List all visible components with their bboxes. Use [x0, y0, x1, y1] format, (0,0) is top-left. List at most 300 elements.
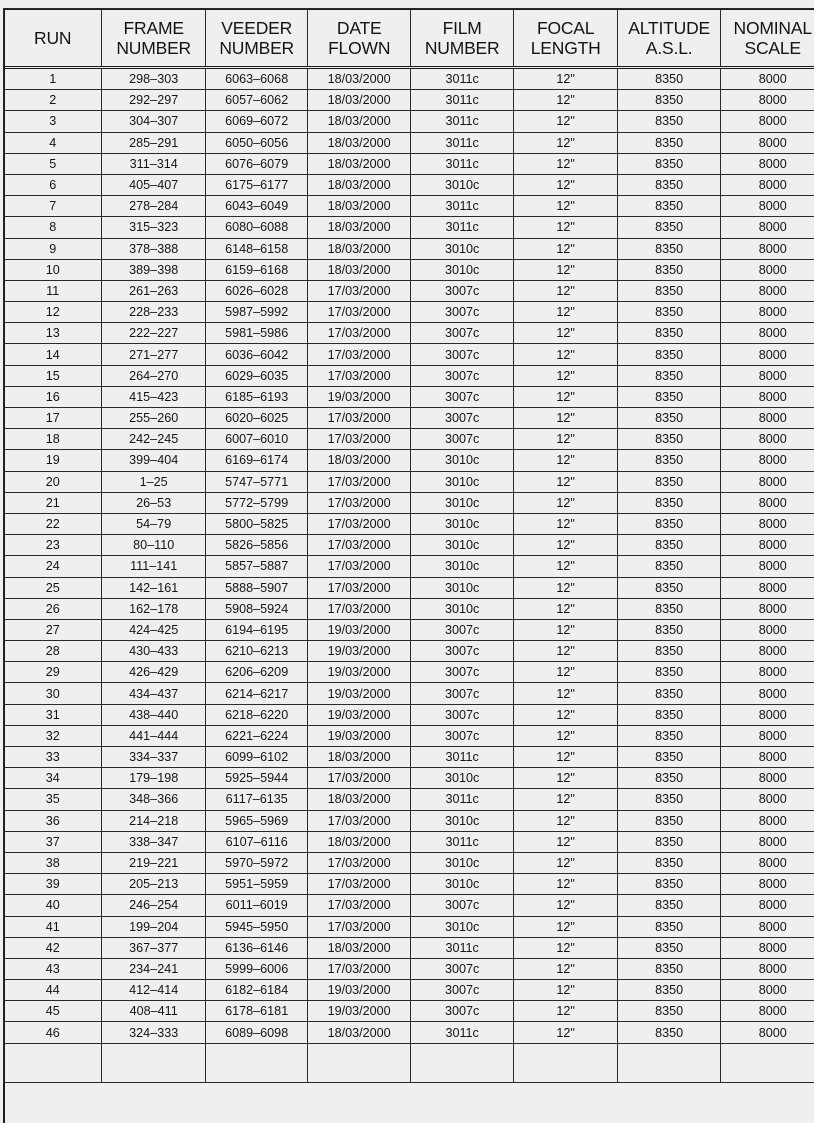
- cell-film-number: 3010c: [410, 810, 514, 831]
- cell-focal-length: 12": [514, 132, 618, 153]
- cell-film-number: 3007c: [410, 344, 514, 365]
- cell-date-flown: 17/03/2000: [308, 895, 410, 916]
- table-row: [4, 450, 814, 471]
- cell-date-flown: 17/03/2000: [308, 916, 410, 937]
- cell-nominal-scale: 8000: [721, 323, 814, 344]
- cell-frame-number: 111–141: [102, 556, 206, 577]
- cell-altitude: 8350: [617, 323, 721, 344]
- cell-frame-number: 315–323: [102, 217, 206, 238]
- cell-altitude: 8350: [617, 471, 721, 492]
- empty-cell: [4, 1043, 102, 1082]
- cell-veeder-number: 6159–6168: [205, 259, 307, 280]
- cell-nominal-scale: 8000: [721, 577, 814, 598]
- cell-altitude: 8350: [617, 259, 721, 280]
- cell-date-flown: 17/03/2000: [308, 598, 410, 619]
- cell-film-number: 3011c: [410, 1022, 514, 1043]
- table-row: [4, 302, 814, 323]
- cell-veeder-number: 5747–5771: [205, 471, 307, 492]
- cell-veeder-number: 6136–6146: [205, 937, 307, 958]
- cell-focal-length: 12": [514, 874, 618, 895]
- cell-film-number: 3010c: [410, 471, 514, 492]
- cell-veeder-number: 6050–6056: [205, 132, 307, 153]
- cell-focal-length: 12": [514, 789, 618, 810]
- cell-veeder-number: 5945–5950: [205, 916, 307, 937]
- header-run: [4, 9, 102, 68]
- header-frame-line-2: NUMBER: [116, 37, 191, 58]
- cell-focal-length: 12": [514, 641, 618, 662]
- cell-altitude: 8350: [617, 450, 721, 471]
- cell-date-flown: 19/03/2000: [308, 1001, 410, 1022]
- cell-nominal-scale: 8000: [721, 831, 814, 852]
- cell-frame-number: 424–425: [102, 619, 206, 640]
- table-row: [4, 429, 814, 450]
- cell-run: 9: [4, 238, 102, 259]
- empty-cell: [308, 1043, 410, 1082]
- cell-date-flown: 18/03/2000: [308, 450, 410, 471]
- cell-run: 42: [4, 937, 102, 958]
- cell-date-flown: 17/03/2000: [308, 958, 410, 979]
- cell-date-flown: 18/03/2000: [308, 831, 410, 852]
- cell-run: 1: [4, 68, 102, 90]
- table-row: [4, 895, 814, 916]
- cell-veeder-number: 5951–5959: [205, 874, 307, 895]
- cell-film-number: 3007c: [410, 683, 514, 704]
- cell-nominal-scale: 8000: [721, 259, 814, 280]
- table-row: [4, 831, 814, 852]
- header-scale-line-1: NOMINAL: [733, 17, 812, 38]
- cell-altitude: 8350: [617, 725, 721, 746]
- cell-nominal-scale: 8000: [721, 789, 814, 810]
- cell-frame-number: 246–254: [102, 895, 206, 916]
- table-row: [4, 1022, 814, 1043]
- cell-focal-length: 12": [514, 68, 618, 90]
- cell-focal-length: 12": [514, 747, 618, 768]
- cell-altitude: 8350: [617, 577, 721, 598]
- cell-run: 33: [4, 747, 102, 768]
- cell-date-flown: 17/03/2000: [308, 556, 410, 577]
- cell-run: 11: [4, 280, 102, 301]
- cell-veeder-number: 5987–5992: [205, 302, 307, 323]
- table-row: [4, 683, 814, 704]
- cell-film-number: 3011c: [410, 68, 514, 90]
- cell-run: 6: [4, 174, 102, 195]
- cell-run: 46: [4, 1022, 102, 1043]
- cell-veeder-number: 6107–6116: [205, 831, 307, 852]
- cell-focal-length: 12": [514, 662, 618, 683]
- flight-run-table: [3, 8, 814, 1083]
- cell-veeder-number: 5772–5799: [205, 492, 307, 513]
- cell-film-number: 3010c: [410, 174, 514, 195]
- cell-altitude: 8350: [617, 810, 721, 831]
- cell-frame-number: 399–404: [102, 450, 206, 471]
- cell-film-number: 3010c: [410, 598, 514, 619]
- cell-date-flown: 17/03/2000: [308, 577, 410, 598]
- cell-altitude: 8350: [617, 619, 721, 640]
- cell-film-number: 3011c: [410, 831, 514, 852]
- cell-frame-number: 278–284: [102, 196, 206, 217]
- cell-date-flown: 17/03/2000: [308, 408, 410, 429]
- header-film-number: [410, 9, 514, 68]
- cell-film-number: 3007c: [410, 958, 514, 979]
- cell-date-flown: 18/03/2000: [308, 196, 410, 217]
- cell-nominal-scale: 8000: [721, 916, 814, 937]
- cell-film-number: 3007c: [410, 429, 514, 450]
- empty-cell: [514, 1043, 618, 1082]
- cell-nominal-scale: 8000: [721, 725, 814, 746]
- cell-film-number: 3007c: [410, 641, 514, 662]
- cell-nominal-scale: 8000: [721, 429, 814, 450]
- cell-nominal-scale: 8000: [721, 492, 814, 513]
- cell-date-flown: 19/03/2000: [308, 725, 410, 746]
- cell-nominal-scale: 8000: [721, 280, 814, 301]
- cell-film-number: 3007c: [410, 662, 514, 683]
- cell-frame-number: 26–53: [102, 492, 206, 513]
- cell-nominal-scale: 8000: [721, 598, 814, 619]
- cell-focal-length: 12": [514, 153, 618, 174]
- cell-focal-length: 12": [514, 683, 618, 704]
- cell-altitude: 8350: [617, 68, 721, 90]
- cell-veeder-number: 6148–6158: [205, 238, 307, 259]
- cell-frame-number: 405–407: [102, 174, 206, 195]
- table-row: [4, 852, 814, 873]
- cell-nominal-scale: 8000: [721, 641, 814, 662]
- header-focal-length: [514, 9, 618, 68]
- cell-frame-number: 298–303: [102, 68, 206, 90]
- table-row: [4, 874, 814, 895]
- cell-focal-length: 12": [514, 619, 618, 640]
- cell-veeder-number: 5981–5986: [205, 323, 307, 344]
- cell-veeder-number: 6206–6209: [205, 662, 307, 683]
- cell-focal-length: 12": [514, 535, 618, 556]
- cell-date-flown: 18/03/2000: [308, 174, 410, 195]
- cell-focal-length: 12": [514, 365, 618, 386]
- table-header: [4, 9, 814, 68]
- cell-run: 19: [4, 450, 102, 471]
- cell-focal-length: 12": [514, 238, 618, 259]
- cell-veeder-number: 6057–6062: [205, 90, 307, 111]
- cell-veeder-number: 6076–6079: [205, 153, 307, 174]
- cell-nominal-scale: 8000: [721, 662, 814, 683]
- cell-frame-number: 438–440: [102, 704, 206, 725]
- header-altitude-line-2: A.S.L.: [645, 37, 693, 58]
- table-body: [4, 68, 814, 1083]
- cell-run: 28: [4, 641, 102, 662]
- cell-date-flown: 18/03/2000: [308, 111, 410, 132]
- cell-focal-length: 12": [514, 408, 618, 429]
- cell-date-flown: 18/03/2000: [308, 789, 410, 810]
- cell-veeder-number: 5999–6006: [205, 958, 307, 979]
- cell-run: 20: [4, 471, 102, 492]
- cell-frame-number: 434–437: [102, 683, 206, 704]
- cell-frame-number: 426–429: [102, 662, 206, 683]
- cell-nominal-scale: 8000: [721, 344, 814, 365]
- cell-frame-number: 408–411: [102, 1001, 206, 1022]
- cell-focal-length: 12": [514, 852, 618, 873]
- cell-focal-length: 12": [514, 768, 618, 789]
- cell-film-number: 3010c: [410, 535, 514, 556]
- cell-nominal-scale: 8000: [721, 365, 814, 386]
- cell-focal-length: 12": [514, 937, 618, 958]
- cell-frame-number: 271–277: [102, 344, 206, 365]
- cell-nominal-scale: 8000: [721, 980, 814, 1001]
- cell-veeder-number: 6080–6088: [205, 217, 307, 238]
- cell-date-flown: 17/03/2000: [308, 323, 410, 344]
- header-focal-line-2: LENGTH: [530, 37, 601, 58]
- cell-nominal-scale: 8000: [721, 386, 814, 407]
- cell-run: 22: [4, 513, 102, 534]
- cell-veeder-number: 5888–5907: [205, 577, 307, 598]
- cell-frame-number: 228–233: [102, 302, 206, 323]
- cell-frame-number: 415–423: [102, 386, 206, 407]
- cell-focal-length: 12": [514, 895, 618, 916]
- header-frame-line-1: FRAME: [123, 17, 184, 38]
- cell-run: 30: [4, 683, 102, 704]
- cell-film-number: 3011c: [410, 789, 514, 810]
- cell-altitude: 8350: [617, 747, 721, 768]
- cell-focal-length: 12": [514, 196, 618, 217]
- cell-frame-number: 54–79: [102, 513, 206, 534]
- cell-veeder-number: 6069–6072: [205, 111, 307, 132]
- cell-run: 32: [4, 725, 102, 746]
- cell-film-number: 3011c: [410, 217, 514, 238]
- cell-veeder-number: 6063–6068: [205, 68, 307, 90]
- cell-film-number: 3011c: [410, 132, 514, 153]
- cell-frame-number: 179–198: [102, 768, 206, 789]
- table-row: [4, 1001, 814, 1022]
- header-run-label: RUN: [34, 27, 72, 48]
- cell-altitude: 8350: [617, 535, 721, 556]
- cell-nominal-scale: 8000: [721, 90, 814, 111]
- cell-film-number: 3007c: [410, 365, 514, 386]
- cell-frame-number: 205–213: [102, 874, 206, 895]
- cell-altitude: 8350: [617, 386, 721, 407]
- cell-date-flown: 18/03/2000: [308, 68, 410, 90]
- cell-altitude: 8350: [617, 641, 721, 662]
- cell-altitude: 8350: [617, 196, 721, 217]
- header-veeder-number: [205, 9, 307, 68]
- cell-veeder-number: 6185–6193: [205, 386, 307, 407]
- cell-film-number: 3011c: [410, 937, 514, 958]
- cell-run: 38: [4, 852, 102, 873]
- cell-film-number: 3007c: [410, 704, 514, 725]
- cell-frame-number: 412–414: [102, 980, 206, 1001]
- empty-row: [4, 1043, 814, 1082]
- cell-frame-number: 261–263: [102, 280, 206, 301]
- cell-run: 39: [4, 874, 102, 895]
- cell-film-number: 3011c: [410, 90, 514, 111]
- table-row: [4, 725, 814, 746]
- cell-veeder-number: 6007–6010: [205, 429, 307, 450]
- cell-altitude: 8350: [617, 662, 721, 683]
- cell-focal-length: 12": [514, 810, 618, 831]
- cell-nominal-scale: 8000: [721, 471, 814, 492]
- cell-film-number: 3007c: [410, 1001, 514, 1022]
- cell-frame-number: 162–178: [102, 598, 206, 619]
- cell-date-flown: 17/03/2000: [308, 535, 410, 556]
- cell-run: 43: [4, 958, 102, 979]
- cell-altitude: 8350: [617, 937, 721, 958]
- cell-film-number: 3011c: [410, 747, 514, 768]
- cell-altitude: 8350: [617, 174, 721, 195]
- header-date-flown: [308, 9, 410, 68]
- cell-veeder-number: 5970–5972: [205, 852, 307, 873]
- cell-date-flown: 18/03/2000: [308, 747, 410, 768]
- cell-date-flown: 19/03/2000: [308, 683, 410, 704]
- cell-altitude: 8350: [617, 153, 721, 174]
- cell-film-number: 3007c: [410, 895, 514, 916]
- cell-nominal-scale: 8000: [721, 874, 814, 895]
- table-row: [4, 365, 814, 386]
- cell-nominal-scale: 8000: [721, 683, 814, 704]
- cell-date-flown: 18/03/2000: [308, 132, 410, 153]
- cell-date-flown: 19/03/2000: [308, 386, 410, 407]
- cell-film-number: 3010c: [410, 450, 514, 471]
- cell-focal-length: 12": [514, 429, 618, 450]
- cell-run: 8: [4, 217, 102, 238]
- cell-altitude: 8350: [617, 852, 721, 873]
- cell-frame-number: 219–221: [102, 852, 206, 873]
- cell-focal-length: 12": [514, 958, 618, 979]
- cell-veeder-number: 5857–5887: [205, 556, 307, 577]
- table-row: [4, 408, 814, 429]
- cell-frame-number: 264–270: [102, 365, 206, 386]
- cell-run: 27: [4, 619, 102, 640]
- cell-altitude: 8350: [617, 217, 721, 238]
- cell-nominal-scale: 8000: [721, 852, 814, 873]
- cell-run: 18: [4, 429, 102, 450]
- cell-focal-length: 12": [514, 1022, 618, 1043]
- cell-nominal-scale: 8000: [721, 132, 814, 153]
- header-altitude-asl: [617, 9, 721, 68]
- cell-focal-length: 12": [514, 323, 618, 344]
- header-veeder-line-1: VEEDER: [221, 17, 293, 38]
- cell-altitude: 8350: [617, 1022, 721, 1043]
- cell-film-number: 3007c: [410, 619, 514, 640]
- cell-date-flown: 17/03/2000: [308, 874, 410, 895]
- cell-altitude: 8350: [617, 916, 721, 937]
- cell-nominal-scale: 8000: [721, 704, 814, 725]
- cell-date-flown: 17/03/2000: [308, 810, 410, 831]
- cell-date-flown: 19/03/2000: [308, 619, 410, 640]
- cell-film-number: 3010c: [410, 874, 514, 895]
- cell-focal-length: 12": [514, 259, 618, 280]
- cell-frame-number: 80–110: [102, 535, 206, 556]
- cell-altitude: 8350: [617, 768, 721, 789]
- empty-cell: [410, 1043, 514, 1082]
- empty-cell: [102, 1043, 206, 1082]
- cell-film-number: 3011c: [410, 153, 514, 174]
- cell-film-number: 3011c: [410, 196, 514, 217]
- cell-nominal-scale: 8000: [721, 196, 814, 217]
- cell-nominal-scale: 8000: [721, 174, 814, 195]
- empty-cell: [617, 1043, 721, 1082]
- cell-frame-number: 441–444: [102, 725, 206, 746]
- table-row: [4, 768, 814, 789]
- cell-focal-length: 12": [514, 831, 618, 852]
- cell-focal-length: 12": [514, 280, 618, 301]
- empty-cell: [205, 1043, 307, 1082]
- cell-film-number: 3010c: [410, 768, 514, 789]
- cell-veeder-number: 6194–6195: [205, 619, 307, 640]
- cell-date-flown: 17/03/2000: [308, 365, 410, 386]
- cell-nominal-scale: 8000: [721, 556, 814, 577]
- cell-veeder-number: 5925–5944: [205, 768, 307, 789]
- cell-veeder-number: 6099–6102: [205, 747, 307, 768]
- cell-nominal-scale: 8000: [721, 768, 814, 789]
- cell-veeder-number: 6175–6177: [205, 174, 307, 195]
- cell-altitude: 8350: [617, 280, 721, 301]
- cell-frame-number: 214–218: [102, 810, 206, 831]
- table-row: [4, 577, 814, 598]
- cell-focal-length: 12": [514, 704, 618, 725]
- cell-film-number: 3010c: [410, 259, 514, 280]
- cell-altitude: 8350: [617, 132, 721, 153]
- cell-run: 24: [4, 556, 102, 577]
- cell-nominal-scale: 8000: [721, 958, 814, 979]
- header-date-line-2: FLOWN: [328, 37, 391, 58]
- cell-focal-length: 12": [514, 450, 618, 471]
- table-row: [4, 980, 814, 1001]
- header-film-line-2: NUMBER: [424, 37, 500, 58]
- cell-veeder-number: 6214–6217: [205, 683, 307, 704]
- cell-focal-length: 12": [514, 174, 618, 195]
- header-focal-line-1: FOCAL: [536, 17, 595, 38]
- table-row: [4, 662, 814, 683]
- cell-film-number: 3007c: [410, 323, 514, 344]
- cell-film-number: 3010c: [410, 513, 514, 534]
- cell-veeder-number: 6020–6025: [205, 408, 307, 429]
- cell-nominal-scale: 8000: [721, 810, 814, 831]
- cell-nominal-scale: 8000: [721, 535, 814, 556]
- cell-focal-length: 12": [514, 577, 618, 598]
- cell-altitude: 8350: [617, 238, 721, 259]
- header-nominal-scale: [721, 9, 814, 68]
- cell-altitude: 8350: [617, 302, 721, 323]
- header-date-line-1: DATE: [336, 17, 382, 38]
- cell-film-number: 3007c: [410, 280, 514, 301]
- cell-frame-number: 311–314: [102, 153, 206, 174]
- cell-frame-number: 285–291: [102, 132, 206, 153]
- header-scale-line-2: SCALE: [744, 37, 801, 58]
- cell-frame-number: 378–388: [102, 238, 206, 259]
- cell-film-number: 3007c: [410, 725, 514, 746]
- cell-focal-length: 12": [514, 916, 618, 937]
- table-row: [4, 958, 814, 979]
- cell-focal-length: 12": [514, 556, 618, 577]
- cell-focal-length: 12": [514, 217, 618, 238]
- cell-film-number: 3007c: [410, 408, 514, 429]
- cell-run: 10: [4, 259, 102, 280]
- cell-altitude: 8350: [617, 365, 721, 386]
- cell-veeder-number: 6029–6035: [205, 365, 307, 386]
- cell-frame-number: 430–433: [102, 641, 206, 662]
- cell-nominal-scale: 8000: [721, 111, 814, 132]
- cell-run: 25: [4, 577, 102, 598]
- table-row: [4, 513, 814, 534]
- cell-date-flown: 18/03/2000: [308, 90, 410, 111]
- cell-veeder-number: 5908–5924: [205, 598, 307, 619]
- cell-veeder-number: 6218–6220: [205, 704, 307, 725]
- cell-altitude: 8350: [617, 704, 721, 725]
- cell-film-number: 3010c: [410, 556, 514, 577]
- cell-veeder-number: 6036–6042: [205, 344, 307, 365]
- cell-date-flown: 19/03/2000: [308, 704, 410, 725]
- table-row: [4, 619, 814, 640]
- cell-run: 16: [4, 386, 102, 407]
- cell-frame-number: 304–307: [102, 111, 206, 132]
- cell-run: 14: [4, 344, 102, 365]
- cell-frame-number: 338–347: [102, 831, 206, 852]
